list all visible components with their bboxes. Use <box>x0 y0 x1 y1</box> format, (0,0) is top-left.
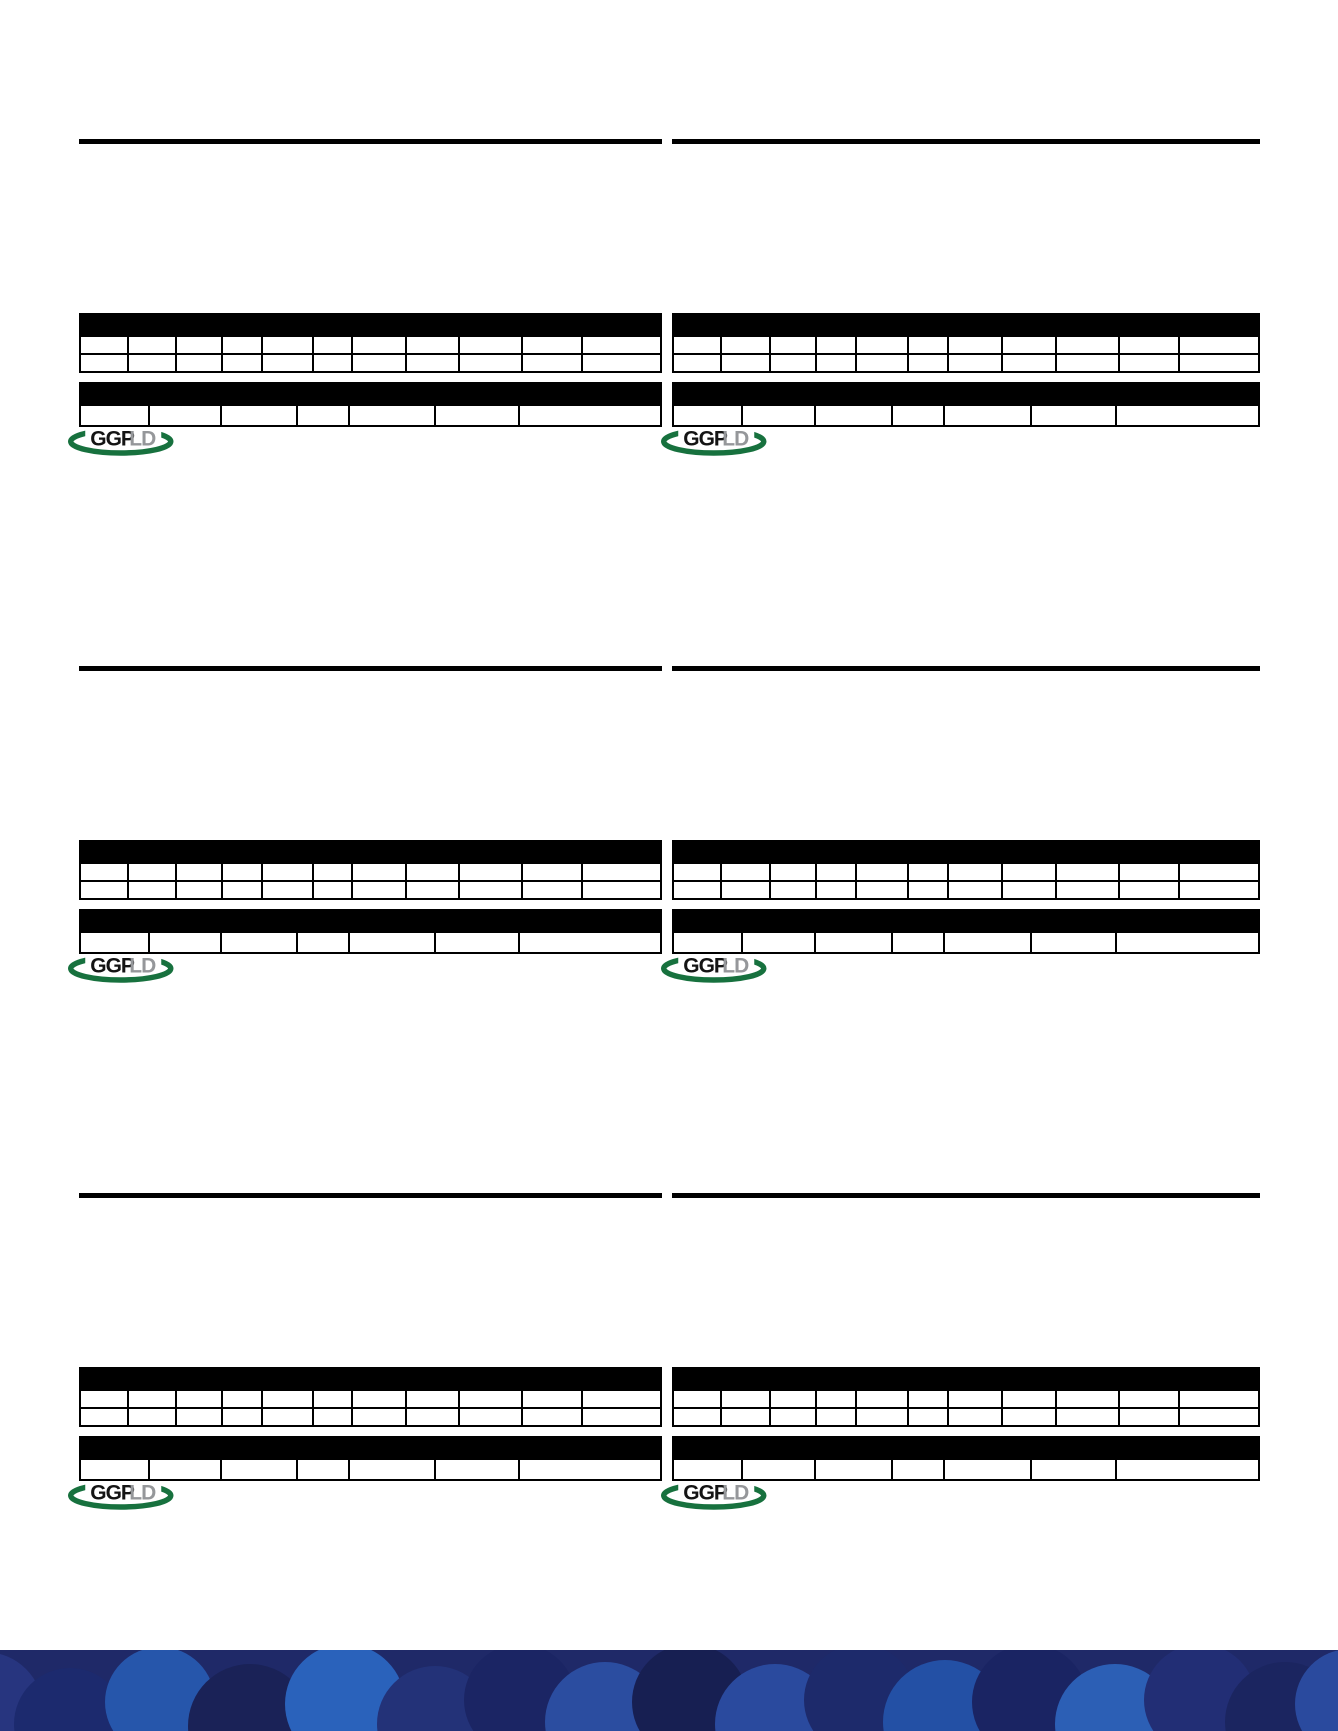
form-field-cell <box>406 336 459 354</box>
form-field-cell <box>519 1459 661 1480</box>
form-field-cell <box>816 863 856 881</box>
form-card <box>79 1193 662 1515</box>
form-field-cell <box>582 863 661 881</box>
logo-text-bold: GGP <box>90 1481 134 1505</box>
form-field-cell <box>352 863 406 881</box>
table-row <box>80 336 661 354</box>
form-field-cell <box>176 863 222 881</box>
form-field-cell <box>1002 863 1055 881</box>
form-field-cell <box>352 1408 406 1426</box>
table-row <box>80 1459 661 1480</box>
form-field-cell <box>459 336 522 354</box>
form-field-cell <box>352 336 406 354</box>
form-field-cell <box>582 1390 661 1408</box>
table-row <box>80 1408 661 1426</box>
form-field-cell <box>262 354 313 372</box>
ggpld-swoosh-icon <box>661 1481 767 1511</box>
form-field-cell <box>892 1459 944 1480</box>
form-field-cell <box>1179 1390 1259 1408</box>
table-header-bar <box>80 314 661 336</box>
table-row <box>673 1408 1259 1426</box>
form-field-cell <box>1056 1390 1119 1408</box>
form-field-cell <box>1119 863 1179 881</box>
form-field-cell <box>770 1408 816 1426</box>
form-field-cell <box>816 336 856 354</box>
form-field-cell <box>80 405 149 426</box>
form-table-upper <box>672 313 1260 373</box>
form-field-cell <box>673 863 721 881</box>
form-field-cell <box>519 405 661 426</box>
form-field-cell <box>673 1390 721 1408</box>
form-field-cell <box>406 354 459 372</box>
form-table-upper <box>672 840 1260 900</box>
form-field-cell <box>770 336 816 354</box>
form-field-cell <box>948 354 1002 372</box>
form-field-cell <box>816 881 856 899</box>
form-table-upper <box>672 1367 1260 1427</box>
form-field-cell <box>262 1408 313 1426</box>
table-header-bar <box>80 383 661 405</box>
card-top-rule <box>672 139 1260 144</box>
logo-text-light: LD <box>722 427 749 451</box>
form-field-cell <box>742 405 814 426</box>
form-field-cell <box>128 354 176 372</box>
form-field-cell <box>892 405 944 426</box>
form-field-cell <box>721 863 769 881</box>
form-field-cell <box>1179 881 1259 899</box>
form-field-cell <box>313 863 353 881</box>
form-field-cell <box>349 932 435 953</box>
form-field-cell <box>815 405 892 426</box>
table-header-bar <box>673 1437 1259 1459</box>
form-field-cell <box>459 1390 522 1408</box>
form-field-cell <box>1002 1408 1055 1426</box>
form-field-cell <box>459 881 522 899</box>
form-field-cell <box>149 1459 221 1480</box>
form-field-cell <box>80 1459 149 1480</box>
form-field-cell <box>582 354 661 372</box>
form-field-cell <box>313 336 353 354</box>
table-header-bar <box>673 910 1259 932</box>
ggpld-swoosh-icon <box>68 1481 174 1511</box>
table-row <box>80 932 661 953</box>
form-field-cell <box>80 1390 128 1408</box>
form-field-cell <box>721 881 769 899</box>
form-field-cell <box>908 1390 948 1408</box>
form-card <box>672 666 1260 988</box>
form-field-cell <box>222 881 262 899</box>
form-field-cell <box>522 863 582 881</box>
form-field-cell <box>1116 932 1259 953</box>
form-field-cell <box>297 1459 349 1480</box>
form-field-cell <box>1179 1408 1259 1426</box>
form-field-cell <box>721 336 769 354</box>
table-row <box>80 881 661 899</box>
form-field-cell <box>1179 336 1259 354</box>
form-field-cell <box>908 336 948 354</box>
table-row <box>673 1390 1259 1408</box>
form-field-cell <box>856 863 907 881</box>
form-field-cell <box>1116 405 1259 426</box>
form-card <box>672 139 1260 461</box>
form-table-lower <box>79 382 662 427</box>
form-field-cell <box>349 405 435 426</box>
form-field-cell <box>856 336 907 354</box>
form-field-cell <box>742 932 814 953</box>
form-field-cell <box>856 354 907 372</box>
form-field-cell <box>221 1459 298 1480</box>
form-field-cell <box>222 354 262 372</box>
form-field-cell <box>313 1390 353 1408</box>
table-row <box>673 354 1259 372</box>
form-field-cell <box>406 1408 459 1426</box>
form-card <box>672 1193 1260 1515</box>
form-field-cell <box>128 1408 176 1426</box>
table-header-bar <box>673 314 1259 336</box>
form-table-lower <box>672 1436 1260 1481</box>
table-row <box>673 863 1259 881</box>
logo-text-bold: GGP <box>90 954 134 978</box>
form-field-cell <box>222 1408 262 1426</box>
form-field-cell <box>742 1459 814 1480</box>
form-field-cell <box>522 1390 582 1408</box>
form-field-cell <box>80 354 128 372</box>
form-table-upper <box>79 313 662 373</box>
form-field-cell <box>149 932 221 953</box>
form-field-cell <box>1002 354 1055 372</box>
ggpld-swoosh-icon <box>661 427 767 457</box>
form-field-cell <box>721 1390 769 1408</box>
table-header-bar <box>80 841 661 863</box>
form-field-cell <box>673 405 742 426</box>
form-field-cell <box>406 881 459 899</box>
form-table-upper <box>79 1367 662 1427</box>
form-field-cell <box>944 932 1030 953</box>
table-row <box>673 932 1259 953</box>
form-field-cell <box>313 881 353 899</box>
table-row <box>80 354 661 372</box>
form-table-lower <box>79 909 662 954</box>
ggpld-logo <box>68 1481 174 1511</box>
form-field-cell <box>522 881 582 899</box>
form-field-cell <box>1056 863 1119 881</box>
footer-circle <box>1295 1650 1338 1731</box>
form-field-cell <box>721 354 769 372</box>
form-field-cell <box>1179 863 1259 881</box>
form-field-cell <box>721 1408 769 1426</box>
form-field-cell <box>352 881 406 899</box>
ggpld-swoosh-icon <box>661 954 767 984</box>
form-field-cell <box>222 336 262 354</box>
logo-text-bold: GGP <box>683 427 727 451</box>
ggpld-logo <box>68 954 174 984</box>
form-field-cell <box>459 863 522 881</box>
form-field-cell <box>856 1390 907 1408</box>
card-top-rule <box>79 1193 662 1198</box>
form-field-cell <box>815 1459 892 1480</box>
table-header-bar <box>673 841 1259 863</box>
form-field-cell <box>406 863 459 881</box>
form-field-cell <box>948 1390 1002 1408</box>
form-field-cell <box>673 1408 721 1426</box>
table-header-bar <box>80 1368 661 1390</box>
form-field-cell <box>673 336 721 354</box>
form-field-cell <box>222 863 262 881</box>
form-field-cell <box>1179 354 1259 372</box>
form-field-cell <box>222 1390 262 1408</box>
card-top-rule <box>79 139 662 144</box>
form-field-cell <box>948 881 1002 899</box>
form-field-cell <box>1056 354 1119 372</box>
form-field-cell <box>262 1390 313 1408</box>
form-field-cell <box>176 1390 222 1408</box>
form-field-cell <box>128 1390 176 1408</box>
form-field-cell <box>948 863 1002 881</box>
form-field-cell <box>948 1408 1002 1426</box>
form-field-cell <box>176 881 222 899</box>
form-field-cell <box>352 1390 406 1408</box>
form-field-cell <box>1119 1408 1179 1426</box>
table-row <box>673 1459 1259 1480</box>
form-field-cell <box>297 932 349 953</box>
form-field-cell <box>908 1408 948 1426</box>
form-field-cell <box>673 881 721 899</box>
form-table-lower <box>672 909 1260 954</box>
form-field-cell <box>816 1390 856 1408</box>
form-field-cell <box>435 405 520 426</box>
form-field-cell <box>908 881 948 899</box>
form-field-cell <box>673 1459 742 1480</box>
form-field-cell <box>262 336 313 354</box>
form-field-cell <box>297 405 349 426</box>
form-field-cell <box>459 1408 522 1426</box>
form-field-cell <box>1056 881 1119 899</box>
form-field-cell <box>673 932 742 953</box>
form-field-cell <box>149 405 221 426</box>
logo-text-light: LD <box>722 954 749 978</box>
footer-decorative-band <box>0 1650 1338 1731</box>
form-field-cell <box>221 405 298 426</box>
form-field-cell <box>1119 881 1179 899</box>
form-field-cell <box>128 881 176 899</box>
ggpld-logo <box>661 1481 767 1511</box>
form-field-cell <box>892 932 944 953</box>
form-field-cell <box>1002 881 1055 899</box>
form-field-cell <box>944 405 1030 426</box>
form-field-cell <box>856 1408 907 1426</box>
form-field-cell <box>770 354 816 372</box>
ggpld-swoosh-icon <box>68 427 174 457</box>
form-field-cell <box>522 336 582 354</box>
form-field-cell <box>176 354 222 372</box>
form-field-cell <box>582 881 661 899</box>
form-field-cell <box>80 1408 128 1426</box>
form-field-cell <box>313 1408 353 1426</box>
form-field-cell <box>1119 1390 1179 1408</box>
form-field-cell <box>1031 1459 1116 1480</box>
form-field-cell <box>435 1459 520 1480</box>
logo-text-light: LD <box>722 1481 749 1505</box>
table-header-bar <box>80 910 661 932</box>
form-field-cell <box>948 336 1002 354</box>
form-field-cell <box>816 354 856 372</box>
form-field-cell <box>80 336 128 354</box>
form-field-cell <box>1031 405 1116 426</box>
form-field-cell <box>459 354 522 372</box>
form-field-cell <box>1002 336 1055 354</box>
card-top-rule <box>672 1193 1260 1198</box>
form-field-cell <box>522 354 582 372</box>
table-header-bar <box>673 1368 1259 1390</box>
table-row <box>673 881 1259 899</box>
form-field-cell <box>176 336 222 354</box>
ggpld-logo <box>661 954 767 984</box>
form-card <box>79 139 662 461</box>
table-row <box>80 1390 661 1408</box>
form-field-cell <box>352 354 406 372</box>
logo-text-bold: GGP <box>90 427 134 451</box>
form-field-cell <box>856 881 907 899</box>
form-table-lower <box>672 382 1260 427</box>
form-field-cell <box>770 881 816 899</box>
card-top-rule <box>79 666 662 671</box>
table-row <box>80 405 661 426</box>
form-field-cell <box>582 1408 661 1426</box>
table-header-bar <box>80 1437 661 1459</box>
form-field-cell <box>221 932 298 953</box>
form-field-cell <box>313 354 353 372</box>
form-table-upper <box>79 840 662 900</box>
ggpld-logo <box>68 427 174 457</box>
form-field-cell <box>1119 354 1179 372</box>
table-header-bar <box>673 383 1259 405</box>
form-table-lower <box>79 1436 662 1481</box>
ggpld-logo <box>661 427 767 457</box>
form-field-cell <box>128 863 176 881</box>
form-field-cell <box>522 1408 582 1426</box>
logo-text-bold: GGP <box>683 954 727 978</box>
form-field-cell <box>944 1459 1030 1480</box>
form-field-cell <box>262 881 313 899</box>
logo-text-light: LD <box>129 427 156 451</box>
form-field-cell <box>80 863 128 881</box>
form-field-cell <box>1116 1459 1259 1480</box>
form-field-cell <box>1056 336 1119 354</box>
form-field-cell <box>406 1390 459 1408</box>
form-field-cell <box>262 863 313 881</box>
form-field-cell <box>80 881 128 899</box>
form-field-cell <box>435 932 520 953</box>
form-field-cell <box>816 1408 856 1426</box>
logo-text-light: LD <box>129 1481 156 1505</box>
ggpld-swoosh-icon <box>68 954 174 984</box>
logo-text-bold: GGP <box>683 1481 727 1505</box>
form-field-cell <box>1002 1390 1055 1408</box>
form-field-cell <box>815 932 892 953</box>
form-field-cell <box>1031 932 1116 953</box>
form-field-cell <box>349 1459 435 1480</box>
card-top-rule <box>672 666 1260 671</box>
form-field-cell <box>770 863 816 881</box>
form-card <box>79 666 662 988</box>
table-row <box>673 405 1259 426</box>
form-field-cell <box>770 1390 816 1408</box>
form-field-cell <box>128 336 176 354</box>
form-field-cell <box>673 354 721 372</box>
form-field-cell <box>519 932 661 953</box>
form-field-cell <box>80 932 149 953</box>
form-field-cell <box>1056 1408 1119 1426</box>
form-field-cell <box>908 863 948 881</box>
table-row <box>673 336 1259 354</box>
form-field-cell <box>176 1408 222 1426</box>
logo-text-light: LD <box>129 954 156 978</box>
form-field-cell <box>582 336 661 354</box>
table-row <box>80 863 661 881</box>
form-field-cell <box>1119 336 1179 354</box>
form-field-cell <box>908 354 948 372</box>
